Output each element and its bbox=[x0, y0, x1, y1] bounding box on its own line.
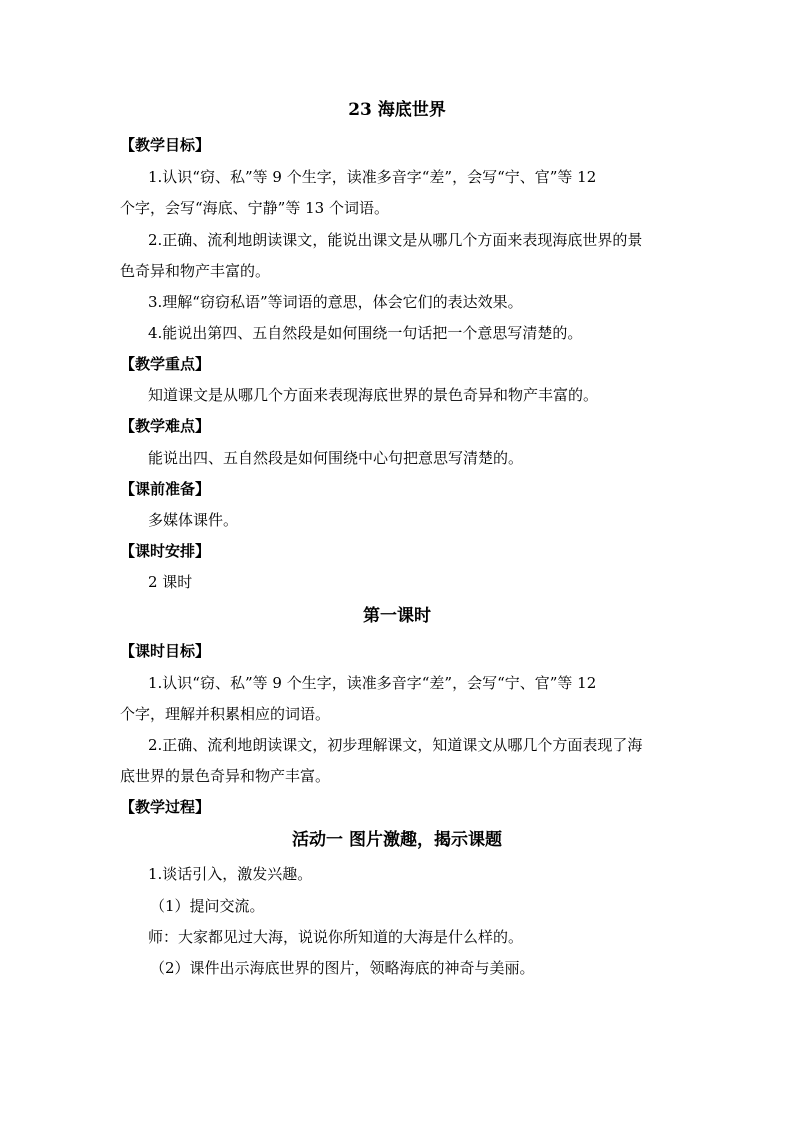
document-title: 23 海底世界 bbox=[348, 100, 446, 120]
difficulties-heading: 【教学难点】 bbox=[120, 417, 211, 435]
schedule-text: 2 课时 bbox=[148, 573, 193, 591]
objectives-heading: 【教学目标】 bbox=[120, 136, 211, 154]
process-line-4: （2）课件出示海底世界的图片，领略海底的神奇与美丽。 bbox=[150, 959, 535, 977]
lesson-title: 第一课时 bbox=[363, 606, 431, 626]
activity-title: 活动一 图片激趣，揭示课题 bbox=[292, 830, 502, 850]
schedule-heading: 【课时安排】 bbox=[120, 542, 211, 560]
objective-line-3: 2.正确、流利地朗读课文，能说出课文是从哪几个方面来表现海底世界的景 bbox=[148, 231, 643, 249]
lesson-objective-line-4: 底世界的景色奇异和物产丰富。 bbox=[120, 767, 331, 785]
process-heading: 【教学过程】 bbox=[120, 798, 211, 816]
lesson-objectives-heading: 【课时目标】 bbox=[120, 642, 211, 660]
preparation-heading: 【课前准备】 bbox=[120, 480, 211, 498]
preparation-text: 多媒体课件。 bbox=[148, 511, 239, 529]
objective-line-4: 色奇异和物产丰富的。 bbox=[120, 262, 271, 280]
lesson-objective-line-1: 1.认识“窃、私”等 9 个生字，读准多音字“差”，会写“宁、官”等 12 bbox=[148, 674, 597, 692]
key-points-heading: 【教学重点】 bbox=[120, 355, 211, 373]
objective-line-5: 3.理解“窃窃私语”等词语的意思，体会它们的表达效果。 bbox=[148, 293, 523, 311]
objective-line-2: 个字，会写“海底、宁静”等 13 个词语。 bbox=[120, 199, 389, 217]
lesson-objective-line-3: 2.正确、流利地朗读课文，初步理解课文，知道课文从哪几个方面表现了海 bbox=[148, 736, 643, 754]
lesson-objective-line-2: 个字，理解并积累相应的词语。 bbox=[120, 705, 331, 723]
key-points-text: 知道课文是从哪几个方面来表现海底世界的景色奇异和物产丰富的。 bbox=[148, 386, 599, 404]
process-line-1: 1.谈话引入，激发兴趣。 bbox=[148, 865, 313, 883]
objective-line-6: 4.能说出第四、五自然段是如何围绕一句话把一个意思写清楚的。 bbox=[148, 324, 583, 342]
difficulties-text: 能说出四、五自然段是如何围绕中心句把意思写清楚的。 bbox=[148, 449, 524, 467]
objective-line-1: 1.认识“窃、私”等 9 个生字，读准多音字“差”，会写“宁、官”等 12 bbox=[148, 168, 597, 186]
process-line-3: 师：大家都见过大海，说说你所知道的大海是什么样的。 bbox=[148, 928, 524, 946]
process-line-2: （1）提问交流。 bbox=[150, 897, 265, 915]
